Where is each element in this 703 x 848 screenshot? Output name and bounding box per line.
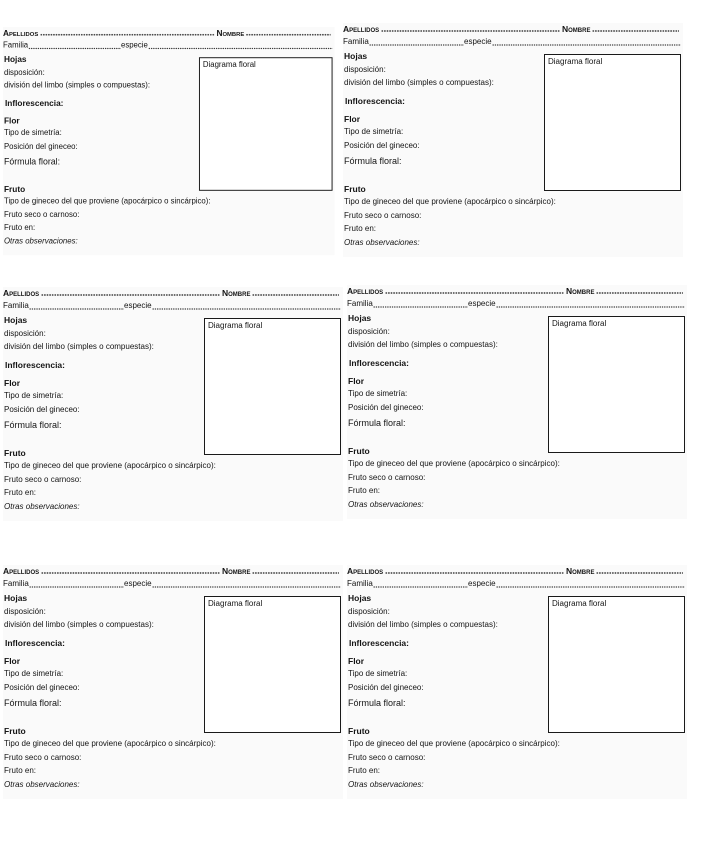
species-field (468, 299, 685, 309)
other-observations-label: Otras observaciones: (348, 500, 424, 509)
leaves-heading: Hojas (4, 593, 28, 603)
leaf-division-label: división del limbo (simples o compuestas): (348, 620, 498, 629)
fruit-gynoecium-type-label: Tipo de gineceo del que proviene (apocárpico o sincárpico): (4, 461, 216, 470)
family-label: Familia (3, 40, 29, 50)
surname-field (3, 566, 222, 576)
leaf-arrangement-label: disposición: (3, 67, 45, 77)
other-observations-label: Otras observaciones: (348, 780, 424, 789)
family-species-row (347, 299, 685, 309)
name-field (222, 288, 341, 298)
gynoecium-position-label: Posición del gineceo: (4, 405, 80, 414)
name-field (222, 566, 341, 576)
floral-diagram-label: Diagrama floral (548, 57, 603, 66)
surname-label: Apellidos (3, 288, 40, 298)
name-blank-line (592, 30, 679, 32)
surname-field (347, 566, 566, 576)
floral-diagram-box (548, 596, 685, 733)
family-label: Familia (343, 37, 369, 46)
other-observations-label: Otras observaciones: (344, 238, 420, 247)
surname-name-row (3, 566, 341, 576)
surname-label: Apellidos (343, 24, 380, 34)
fruit-heading: Fruto (4, 726, 26, 736)
family-species-row (3, 301, 341, 311)
flower-heading: Flor (4, 378, 21, 388)
name-blank-line (596, 572, 683, 574)
surname-blank-line (40, 34, 214, 36)
other-observations-label: Otras observaciones: (3, 236, 78, 246)
species-blank-line (496, 306, 685, 308)
family-species-row (3, 579, 341, 589)
fruit-dry-or-fleshy-label: Fruto seco o carnoso: (348, 753, 426, 762)
fruit-in-label: Fruto en: (4, 488, 37, 497)
name-blank-line (252, 294, 339, 296)
leaves-heading: Hojas (348, 313, 372, 323)
species-field (121, 41, 333, 51)
floral-formula-label: Fórmula floral: (348, 698, 406, 708)
species-field (468, 579, 685, 589)
floral-diagram-label: Diagrama floral (202, 60, 256, 69)
floral-formula-label: Fórmula floral: (4, 420, 62, 430)
form-card-6 (347, 565, 687, 799)
leaf-division-label: división del limbo (simples o compuestas): (4, 620, 154, 629)
surname-name-row (347, 566, 685, 576)
species-field (124, 579, 341, 589)
leaf-arrangement-label: disposición: (348, 327, 390, 336)
species-field (464, 37, 681, 47)
surname-field (3, 288, 222, 298)
symmetry-label: Tipo de simetría: (3, 128, 62, 138)
name-blank-line (596, 292, 683, 294)
family-field (347, 299, 468, 309)
fruit-dry-or-fleshy-label: Fruto seco o carnoso: (3, 210, 80, 220)
surname-blank-line (41, 572, 220, 574)
leaf-division-label: división del limbo (simples o compuestas): (348, 340, 498, 349)
family-label: Familia (347, 579, 373, 588)
floral-formula-label: Fórmula floral: (4, 698, 62, 708)
flower-heading: Flor (348, 376, 365, 386)
fruit-gynoecium-type-label: Tipo de gineceo del que proviene (apocárpico o sincárpico): (4, 739, 216, 748)
fruit-heading: Fruto (348, 726, 370, 736)
family-blank-line (29, 308, 124, 310)
inflorescence-label: Inflorescencia: (349, 638, 409, 648)
family-blank-line (29, 586, 124, 588)
floral-diagram-label: Diagrama floral (552, 599, 607, 608)
inflorescence-label: Inflorescencia: (345, 96, 405, 106)
floral-diagram-box (544, 54, 681, 191)
floral-formula-label: Fórmula floral: (348, 418, 406, 428)
family-field (347, 579, 468, 589)
gynoecium-position-label: Posición del gineceo: (4, 683, 80, 692)
fruit-dry-or-fleshy-label: Fruto seco o carnoso: (4, 753, 82, 762)
surname-blank-line (381, 30, 560, 32)
inflorescence-label: Inflorescencia: (349, 358, 409, 368)
surname-field (347, 286, 566, 296)
name-label: Nombre (216, 27, 245, 38)
surname-label: Apellidos (347, 566, 384, 576)
surname-blank-line (41, 294, 220, 296)
fruit-in-label: Fruto en: (344, 224, 377, 233)
symmetry-label: Tipo de simetría: (4, 391, 64, 400)
family-label: Familia (347, 299, 373, 308)
name-label: Nombre (566, 286, 595, 296)
leaf-arrangement-label: disposición: (4, 329, 46, 338)
species-blank-line (496, 586, 685, 588)
name-label: Nombre (222, 288, 251, 298)
inflorescence-label: Inflorescencia: (4, 98, 64, 108)
flower-heading: Flor (3, 115, 20, 126)
fruit-in-label: Fruto en: (3, 222, 36, 232)
floral-diagram-box (204, 318, 341, 455)
floral-diagram-box (204, 596, 341, 733)
surname-field (3, 28, 217, 38)
leaves-heading: Hojas (348, 593, 372, 603)
floral-formula-label: Fórmula floral: (344, 156, 402, 166)
species-label: especie (468, 579, 496, 588)
fruit-heading: Fruto (344, 184, 366, 194)
family-label: Familia (3, 301, 29, 310)
leaf-division-label: división del limbo (simples o compuestas): (344, 78, 494, 87)
symmetry-label: Tipo de simetría: (348, 389, 408, 398)
surname-label: Apellidos (3, 566, 40, 576)
family-field (3, 301, 124, 311)
leaves-heading: Hojas (344, 51, 368, 61)
species-blank-line (152, 308, 341, 310)
inflorescence-label: Inflorescencia: (5, 638, 65, 648)
flower-heading: Flor (348, 656, 365, 666)
floral-diagram-box (548, 316, 685, 453)
inflorescence-label: Inflorescencia: (5, 360, 65, 370)
name-field (562, 24, 681, 34)
name-field (217, 28, 333, 38)
leaf-arrangement-label: disposición: (4, 607, 46, 616)
fruit-dry-or-fleshy-label: Fruto seco o carnoso: (4, 475, 82, 484)
form-card-5 (3, 565, 343, 799)
species-label: especie (124, 579, 152, 588)
gynoecium-position-label: Posición del gineceo: (348, 683, 424, 692)
name-field (566, 566, 685, 576)
species-label: especie (124, 301, 152, 310)
gynoecium-position-label: Posición del gineceo: (348, 403, 424, 412)
form-card-4 (347, 285, 687, 519)
name-label: Nombre (222, 566, 251, 576)
fruit-gynoecium-type-label: Tipo de gineceo del que proviene (apocárpico o sincárpico): (344, 197, 556, 206)
form-card-3 (3, 287, 343, 521)
fruit-gynoecium-type-label: Tipo de gineceo del que proviene (apocárpico o sincárpico): (348, 459, 560, 468)
surname-blank-line (385, 292, 564, 294)
species-blank-line (152, 586, 341, 588)
leaf-division-label: división del limbo (simples o compuestas): (4, 342, 154, 351)
floral-diagram-label: Diagrama floral (208, 321, 263, 330)
other-observations-label: Otras observaciones: (4, 780, 80, 789)
gynoecium-position-label: Posición del gineceo: (3, 142, 78, 151)
form-card-1 (3, 27, 335, 255)
species-label: especie (120, 40, 148, 50)
fruit-gynoecium-type-label: Tipo de gineceo del que proviene (apocárpico o sincárpico): (3, 196, 211, 206)
fruit-dry-or-fleshy-label: Fruto seco o carnoso: (348, 473, 426, 482)
symmetry-label: Tipo de simetría: (4, 669, 64, 678)
name-blank-line (246, 34, 330, 36)
floral-diagram-box (199, 57, 333, 191)
leaves-heading: Hojas (4, 315, 28, 325)
fruit-in-label: Fruto en: (348, 486, 381, 495)
leaf-arrangement-label: disposición: (344, 65, 386, 74)
surname-name-row (3, 28, 333, 38)
floral-diagram-label: Diagrama floral (552, 319, 607, 328)
family-species-row (3, 41, 333, 51)
floral-diagram-label: Diagrama floral (208, 599, 263, 608)
fruit-heading: Fruto (3, 183, 26, 194)
symmetry-label: Tipo de simetría: (344, 127, 404, 136)
fruit-in-label: Fruto en: (348, 766, 381, 775)
family-blank-line (373, 586, 468, 588)
leaf-arrangement-label: disposición: (348, 607, 390, 616)
name-label: Nombre (562, 24, 591, 34)
fruit-in-label: Fruto en: (4, 766, 37, 775)
symmetry-label: Tipo de simetría: (348, 669, 408, 678)
fruit-dry-or-fleshy-label: Fruto seco o carnoso: (344, 211, 422, 220)
floral-formula-label: Fórmula floral: (3, 156, 61, 167)
flower-heading: Flor (4, 656, 21, 666)
other-observations-label: Otras observaciones: (4, 502, 80, 511)
surname-name-row (3, 288, 341, 298)
species-label: especie (464, 37, 492, 46)
name-field (566, 286, 685, 296)
form-card-2 (343, 23, 683, 257)
fruit-gynoecium-type-label: Tipo de gineceo del que proviene (apocárpico o sincárpico): (348, 739, 560, 748)
species-blank-line (492, 44, 681, 46)
family-field (343, 37, 464, 47)
flower-heading: Flor (344, 114, 361, 124)
family-species-row (343, 37, 681, 47)
species-label: especie (468, 299, 496, 308)
name-blank-line (252, 572, 339, 574)
species-field (124, 301, 341, 311)
species-blank-line (148, 47, 333, 49)
surname-label: Apellidos (3, 27, 39, 38)
family-blank-line (28, 47, 121, 49)
fruit-heading: Fruto (348, 446, 370, 456)
gynoecium-position-label: Posición del gineceo: (344, 141, 420, 150)
leaf-division-label: división del limbo (simples o compuestas): (3, 80, 151, 90)
leaves-heading: Hojas (3, 54, 27, 65)
family-blank-line (369, 44, 464, 46)
surname-name-row (343, 24, 681, 34)
family-species-row (347, 579, 685, 589)
family-field (3, 579, 124, 589)
fruit-heading: Fruto (4, 448, 26, 458)
surname-blank-line (385, 572, 564, 574)
family-blank-line (373, 306, 468, 308)
surname-label: Apellidos (347, 286, 384, 296)
family-label: Familia (3, 579, 29, 588)
surname-name-row (347, 286, 685, 296)
family-field (3, 41, 121, 51)
name-label: Nombre (566, 566, 595, 576)
surname-field (343, 24, 562, 34)
